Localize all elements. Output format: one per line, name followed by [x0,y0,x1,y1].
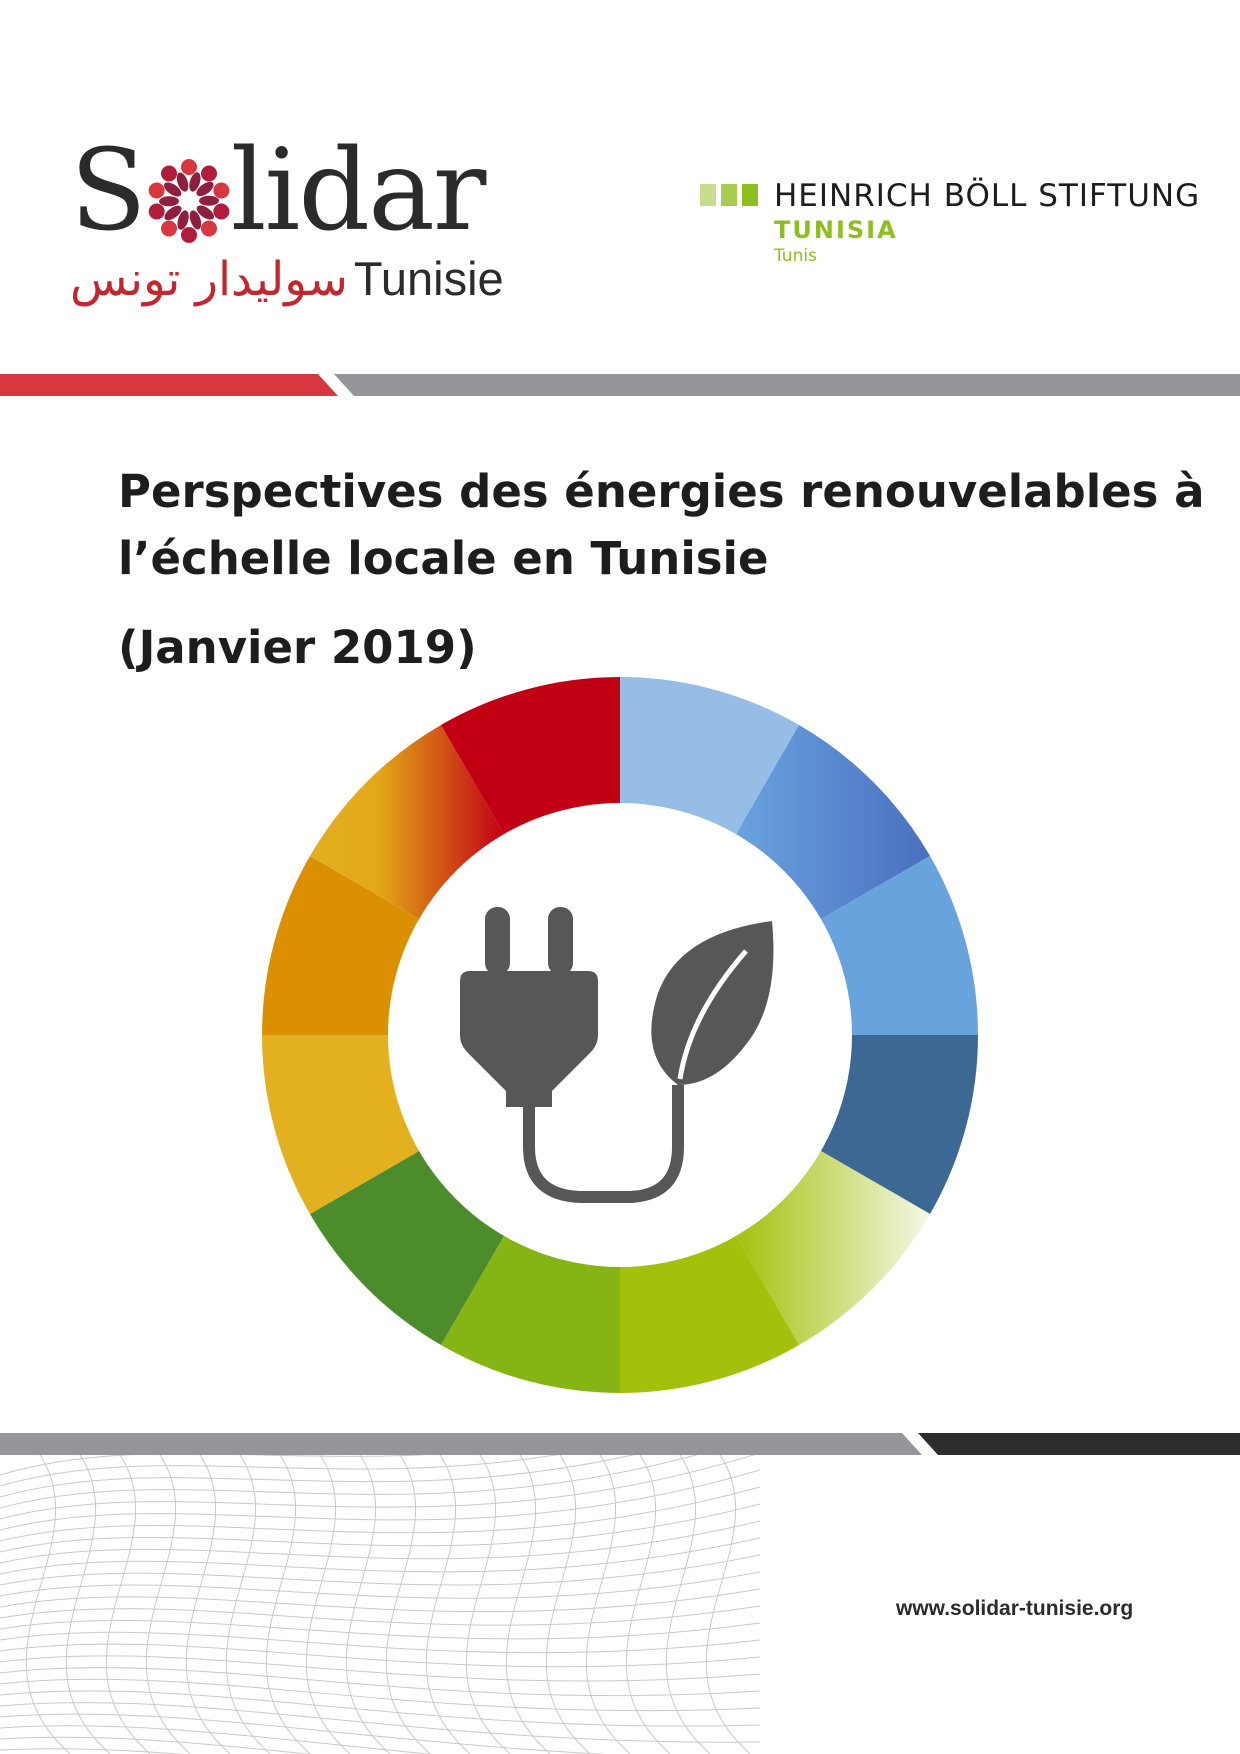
top-band-red [0,374,338,396]
bottom-band-dark [918,1433,1240,1455]
top-divider-band [0,374,1240,396]
bottom-divider-band [0,1433,1240,1455]
solidar-subtitle [70,253,504,306]
hbs-country: TUNISIA [774,216,898,244]
hbs-name: HEINRICH BÖLL STIFTUNG [774,178,1201,214]
footer-wave-pattern [0,1455,760,1754]
hbs-logo [700,178,1201,268]
top-band-gray [334,374,1240,396]
website-url: www.solidar-tunisie.org [896,1597,1134,1620]
bottom-band-gray [0,1433,922,1455]
solidar-arabic-name: سوليدار تونس [70,252,348,307]
solidar-word-start: S [70,126,145,256]
hbs-city: Tunis [774,246,817,266]
title-line-2: l’échelle locale en Tunisie [118,532,769,585]
solidar-flower-icon [139,151,239,251]
solidar-latin-name: Tunisie [353,252,504,305]
solidar-wordmark [70,126,485,256]
solidar-word-end: lidar [230,126,485,256]
document-title [118,458,1205,592]
document-date: (Janvier 2019) [118,621,477,674]
solidar-logo [70,126,510,307]
title-line-1: Perspectives des énergies renouvelables à [118,465,1205,518]
hbs-squares-icon [700,184,758,206]
energy-ring-illustration [260,675,980,1395]
